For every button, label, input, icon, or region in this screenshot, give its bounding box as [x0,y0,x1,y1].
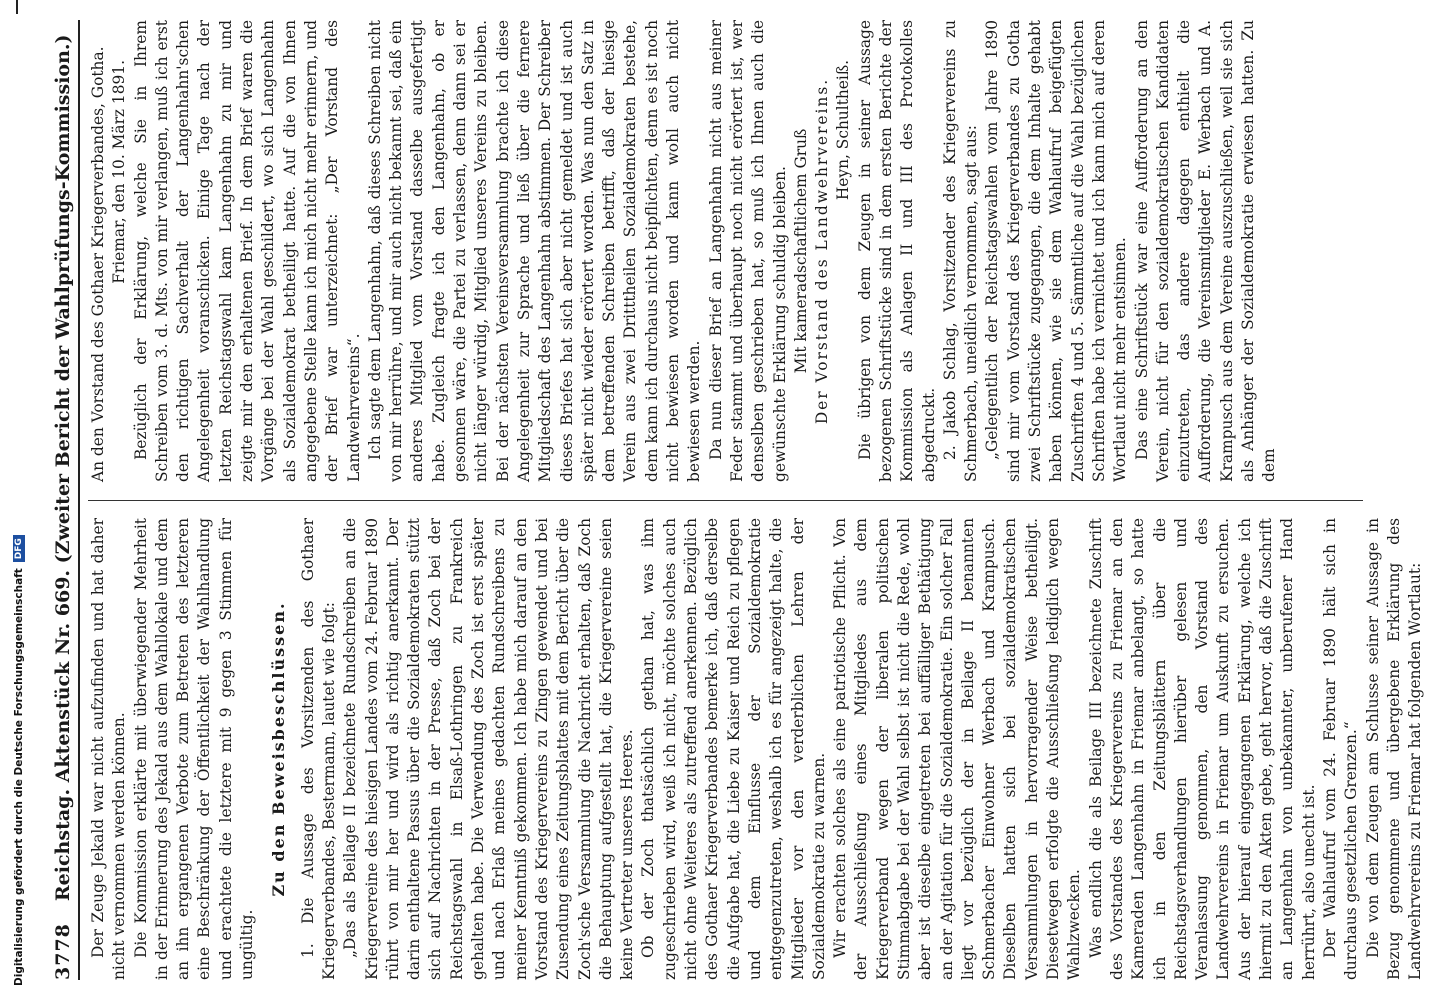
section-heading: Zu den Beweisbeschlüssen. [269,601,289,897]
dfg-logo-icon: DFG [13,535,25,562]
paragraph: Da nun dieser Brief an Langenhahn nicht aus meiner Feder stammt und überhaupt noch nicht erörtert ist, wer denselben geschrieben hat, so muß ich Ihnen auch die gewünschte Erklärung schuldig bleiben. [706,20,789,482]
paragraph: Was endlich die als Beilage III bezeichnete Zuschrift des Vorstandes des Kriegervereins zu Friemar an den Kameraden Langenhahn in Friemar anbelangt, so hatte ich in den Zeitungsblättern über die Reichstagsverhandlungen hierüber gelesen und Veranlassung genommen, den Vorstand des Landwehrvereins in Friemar um Auskunft zu ersuchen. Aus der hierauf eingegangenen Erklärung, welche ich hiermit zu den Akten gebe, geht hervor, daß die Zuschrift an Langenhahn von unbekannter, unberufener Hand herrührt, also unecht ist. [1086,518,1318,980]
paragraph: „Gelegentlich der Reichstagswahlen vom Jahre 1890 sind mir vom Vorstand des Kriegerverbandes zu Gotha zwei Schriftstücke zugegangen, die dem Inhalte gehabt haben können, wie sie dem Wahlaufruf beigefügten Zuschriften 4 und 5. Sämmtliche auf die Wahl bezüglichen Schriften habe ich vernichtet und ich kann mich auf deren Wortlaut nicht mehr entsinnen. [983,20,1130,482]
paragraph: Bezüglich der Erklärung, welche Sie in Ihrem Schreiben vom 3. d. Mts. von mir verlangen, muß ich erst den richtigen Sachverhalt der Langenhahn'schen Angelegenheit voranschicken. Einige Tage nach der letzten Reichstagswahl kam Langenhahn zu mir und zeigte mir den erhaltenen Brief. In dem Brief waren die Vorgänge bei der Wahl geschildert, wo sich Langenhahn als Sozialdemokrat betheiligt hatte. Auf die von Ihnen angegebene Stelle kann ich mich nicht mehr erinnern, und der Brief war unterzeichnet: „Der Vorstand des Landwehrvereins“. [131,20,363,482]
paragraph: Die Kommission erklärte mit überwiegender Mehrheit in der Erinnerung des Jekald aus dem Wahllokale und dem an ihn ergangenen Verbote zum Betreten des letzteren eine Beschränkung der Öffentlichkeit der Wahlhandlung und erachtete die letztere mit 9 gegen 3 Stimmen für ungültig. [131,518,257,980]
paragraph: Das eine Schriftstück war eine Aufforderung an den Verein, nicht für den sozialdemokratischen Kandidaten einzutreten, das andere dagegen enthielt die Aufforderung, die Vereinsmitglieder E. Werbach und A. Krampusch aus dem Vereine auszuschließen, weil sie sich als Anhänger der Sozialdemokratie erwiesen hatten. Zu dem [1132,20,1279,482]
paragraph: 2. Jakob Schlag, Vorsitzender des Kriegervereins zu Schmerbach, uneidlich vernommen, sagt aus: [940,20,981,482]
paragraph: Die übrigen von dem Zeugen in seiner Aussage bezogenen Schriftstücke sind in dem ersten Berichte der Kommission als Anlagen II und III des Protokolles abgedruckt. [855,20,938,482]
paragraph: „Das als Beilage II bezeichnete Rundschreiben an die Kriegervereine des hiesigen Landes vom 24. Februar 1890 rührt von mir her und wird als richtig anerkannt. Der darin enthaltene Passus über die Sozialdemokraten stützt sich auf Nachrichten in der Presse, daß Zoch bei der Reichstagswahl in Elsaß-Lothringen zu Frankreich gehalten habe. Die Verwendung des Zoch ist erst später und nach Erlaß meines gedachten Rundschreibens zu meiner Kenntniß gekommen. Ich habe mich darauf an den Vorstand des Kriegervereins zu Zingen gewendet und bei Zusendung eines Zeitungsblattes mit dem Bericht über die Zoch'sche Versammlung die Nachricht erhalten, daß Zoch die Behauptung aufgestellt hat, die Kriegervereine seien keine Vertreter unseres Heeres. [341,518,637,980]
right-column [88,20,1363,482]
scan-edge-mark [16,0,18,14]
paragraph: Ich sagte dem Langenhahn, daß dieses Schreiben nicht von mir herrühre, und mir auch nicht bekannt sei, daß ein anderes Mitglied vom Vorstand dasselbe ausgefertigt habe. Zugleich fragte ich den Langenhahn, ob er gesonnen wäre, die Partei zu verlassen, denn dann sei er nicht länger würdig, Mitglied unseres Vereins zu bleiben. Bei der nächsten Vereinsversammlung brachte ich diese Angelegenheit zur Sprache und ließ über die fernere Mitgliedschaft des Langenhahn abstimmen. Der Schreiber dieses Briefes hat sich aber nicht gemeldet und ist auch später nicht wieder erörtert worden. Was nun den Satz in dem betreffenden Schreiben betrifft, daß der hiesige Verein aus zwei Dritttheilen Sozialdemokraten bestehe, dem kann ich durchaus nicht beipflichten, denn es ist noch nicht bewiesen worden und kann wohl auch nicht bewiesen werden. [365,20,704,482]
page-header [40,20,80,980]
letter-closing: Mit kameradschaftlichem Gruß [791,128,810,374]
paragraph: Der Zeuge Jekald war nicht aufzufinden und hat daher nicht vernommen werden können. [89,518,129,980]
paragraph: Wir erachten solches als eine patriotische Pflicht. Von der Ausschließung eines Mitgliedes aus dem Kriegerverband wegen der liberalen politischen Stimmabgabe bei der Wahl selbst ist nicht die Rede, wohl aber ist dieselbe eingetreten bei auffälliger Bethätigung an der Agitation für die Sozialdemokratie. Ein solcher Fall liegt vor bezüglich der in Beilage II benannten Schmerbacher Einwohner Werbach und Krampusch. Dieselben hatten sich bei sozialdemokratischen Versammlungen in hervorragender Weise betheiligt. Diesetwegen erfolgte die Ausschließung lediglich wegen Wahlzwecken. [831,518,1084,980]
running-title: Reichstag. Aktenstück Nr. 669. (Zweiter Bericht der Wahlprüfungs-Kommission.) [52,34,74,902]
column-divider [88,500,1363,501]
letter-address: An den Vorstand des Gothaer Kriegerverbandes, Gotha. [89,46,107,482]
left-column [88,518,1425,980]
letter-signature: Heyn, Schultheiß. [834,60,853,201]
credit-text: Digitalisierung gefördert durch die Deutsche Forschungsgemeinschaft [13,568,25,986]
digitization-credit [12,538,26,986]
letter-date: Friemar, den 10. März 1891. [110,60,129,284]
rotated-document-page [40,20,1425,980]
paragraph: Der Wahlaufruf vom 24. Februar 1890 hält sich in durchaus gesetzlichen Grenzen.“ [1320,518,1361,980]
page-number: 3778 [52,923,74,980]
paragraph: Ob der Zoch thatsächlich gethan hat, was ihm zugeschrieben wird, weiß ich nicht, möchte solches auch nicht ohne Weiteres als zutreffend anerkennen. Bezüglich des Gothaer Kriegerverbandes bemerke ich, daß derselbe die Aufgabe hat, die Liebe zu Kaiser und Reich zu pflegen und dem Einflusse der Sozialdemokratie entgegenzutreten, weshalb ich es für angezeigt halte, die Mitglieder vor den verderblichen Lehren der Sozialdemokratie zu warnen. [639,518,828,980]
letter-closing-org: Der Vorstand des Landwehrvereins. [813,77,832,425]
paragraph: Die von dem Zeugen am Schlusse seiner Aussage in Bezug genommene und übergebene Erklärung des Landwehrvereins zu Friemar hat folgenden Wortlaut: [1363,518,1425,980]
paragraph: 1. Die Aussage des Vorsitzenden des Gothaer Kriegerverbandes, Bestermann, lautet wie folgt: [298,518,338,980]
